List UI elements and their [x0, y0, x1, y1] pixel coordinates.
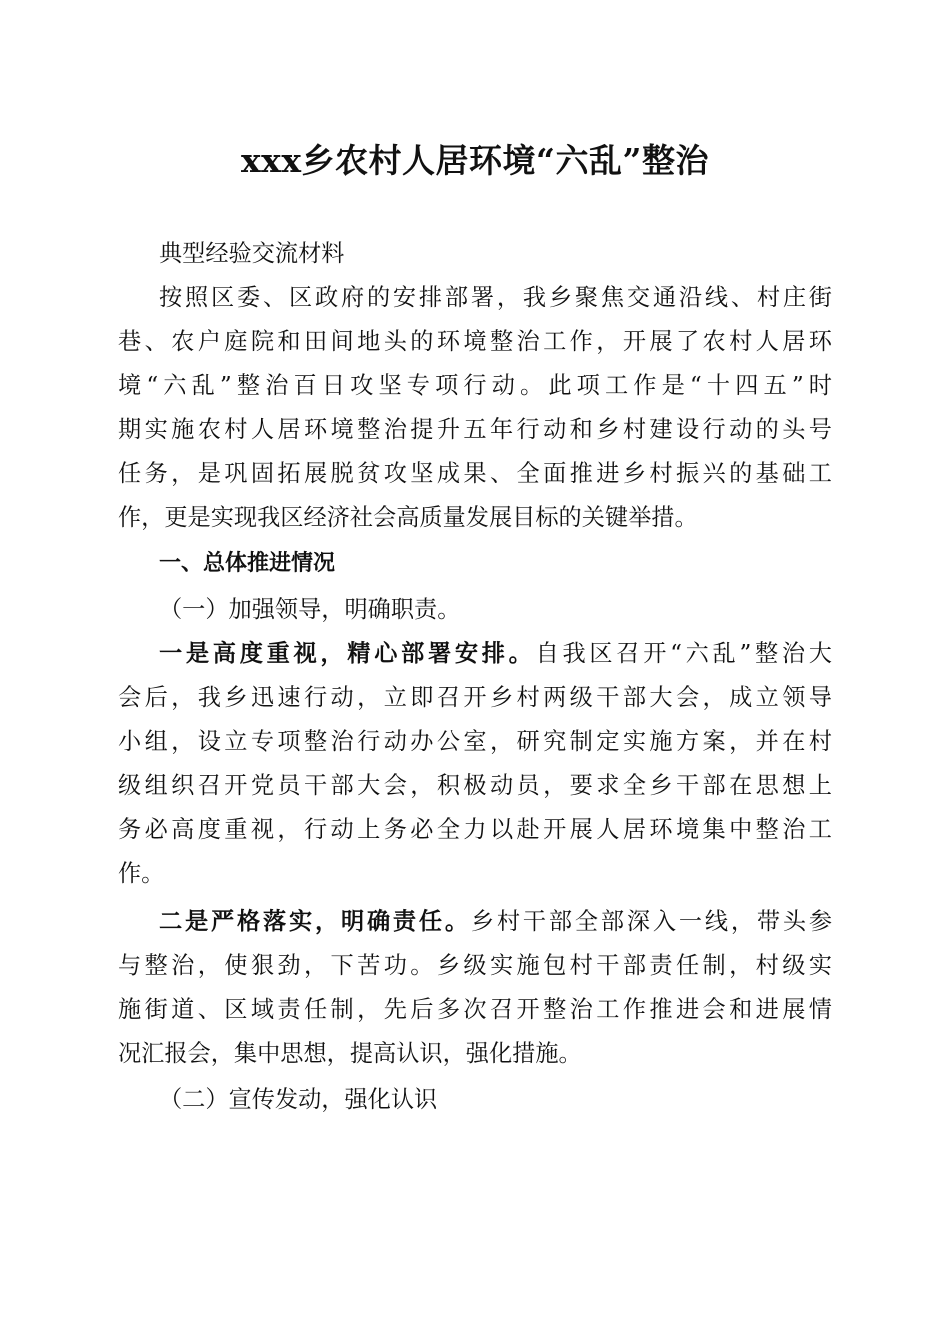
paragraph-text: 乡村干部全部深入一线，带头参: [470, 908, 833, 935]
document-title: xxx乡农村人居环境“六乱”整治: [241, 141, 709, 180]
section-heading: 一、总体推进情况: [159, 551, 336, 576]
paragraph-lead: 二是严格落实，明确责任。: [159, 908, 471, 935]
intro-line: 任务，是巩固拓展脱贫攻坚成果、全面推进乡村振兴的基础工: [118, 460, 832, 487]
paragraph-text: 自我区召开“六乱”整治大: [535, 640, 832, 667]
paragraph-line: 施街道、区域责任制，先后多次召开整治工作推进会和进展情: [118, 996, 832, 1023]
subsection-heading: （一）加强领导，明确职责。: [159, 596, 461, 623]
paragraph-line: 级组织召开党员干部大会，积极动员，要求全乡干部在思想上: [118, 772, 832, 799]
intro-line: 巷、农户庭院和田间地头的环境整治工作，开展了农村人居环: [118, 328, 832, 355]
subsection-heading: （二）宣传发动，强化认识: [159, 1086, 438, 1113]
paragraph-line: 作。: [118, 860, 165, 887]
document-subtitle: 典型经验交流材料: [159, 240, 345, 267]
intro-line: 按照区委、区政府的安排部署，我乡聚焦交通沿线、村庄街: [159, 284, 832, 311]
intro-line: 作，更是实现我区经济社会高质量发展目标的关键举措。: [118, 504, 698, 531]
paragraph-line: 与整治，使狠劲，下苦功。乡级实施包村干部责任制，村级实: [118, 952, 832, 979]
paragraph-line: 况汇报会，集中思想，提高认识，强化措施。: [118, 1040, 582, 1067]
paragraph-line: [118, 904, 832, 940]
intro-line: 期实施农村人居环境整治提升五年行动和乡村建设行动的头号: [118, 416, 832, 443]
paragraph-line: [118, 636, 832, 672]
paragraph-line: 会后，我乡迅速行动，立即召开乡村两级干部大会，成立领导: [118, 684, 832, 711]
paragraph-lead: 一是高度重视，精心部署安排。: [159, 640, 536, 667]
paragraph-line: 小组，设立专项整治行动办公室，研究制定实施方案，并在村: [118, 728, 832, 755]
paragraph-line: 务必高度重视，行动上务必全力以赴开展人居环境集中整治工: [118, 816, 832, 843]
intro-line: 境“六乱”整治百日攻坚专项行动。此项工作是“十四五”时: [118, 372, 832, 399]
